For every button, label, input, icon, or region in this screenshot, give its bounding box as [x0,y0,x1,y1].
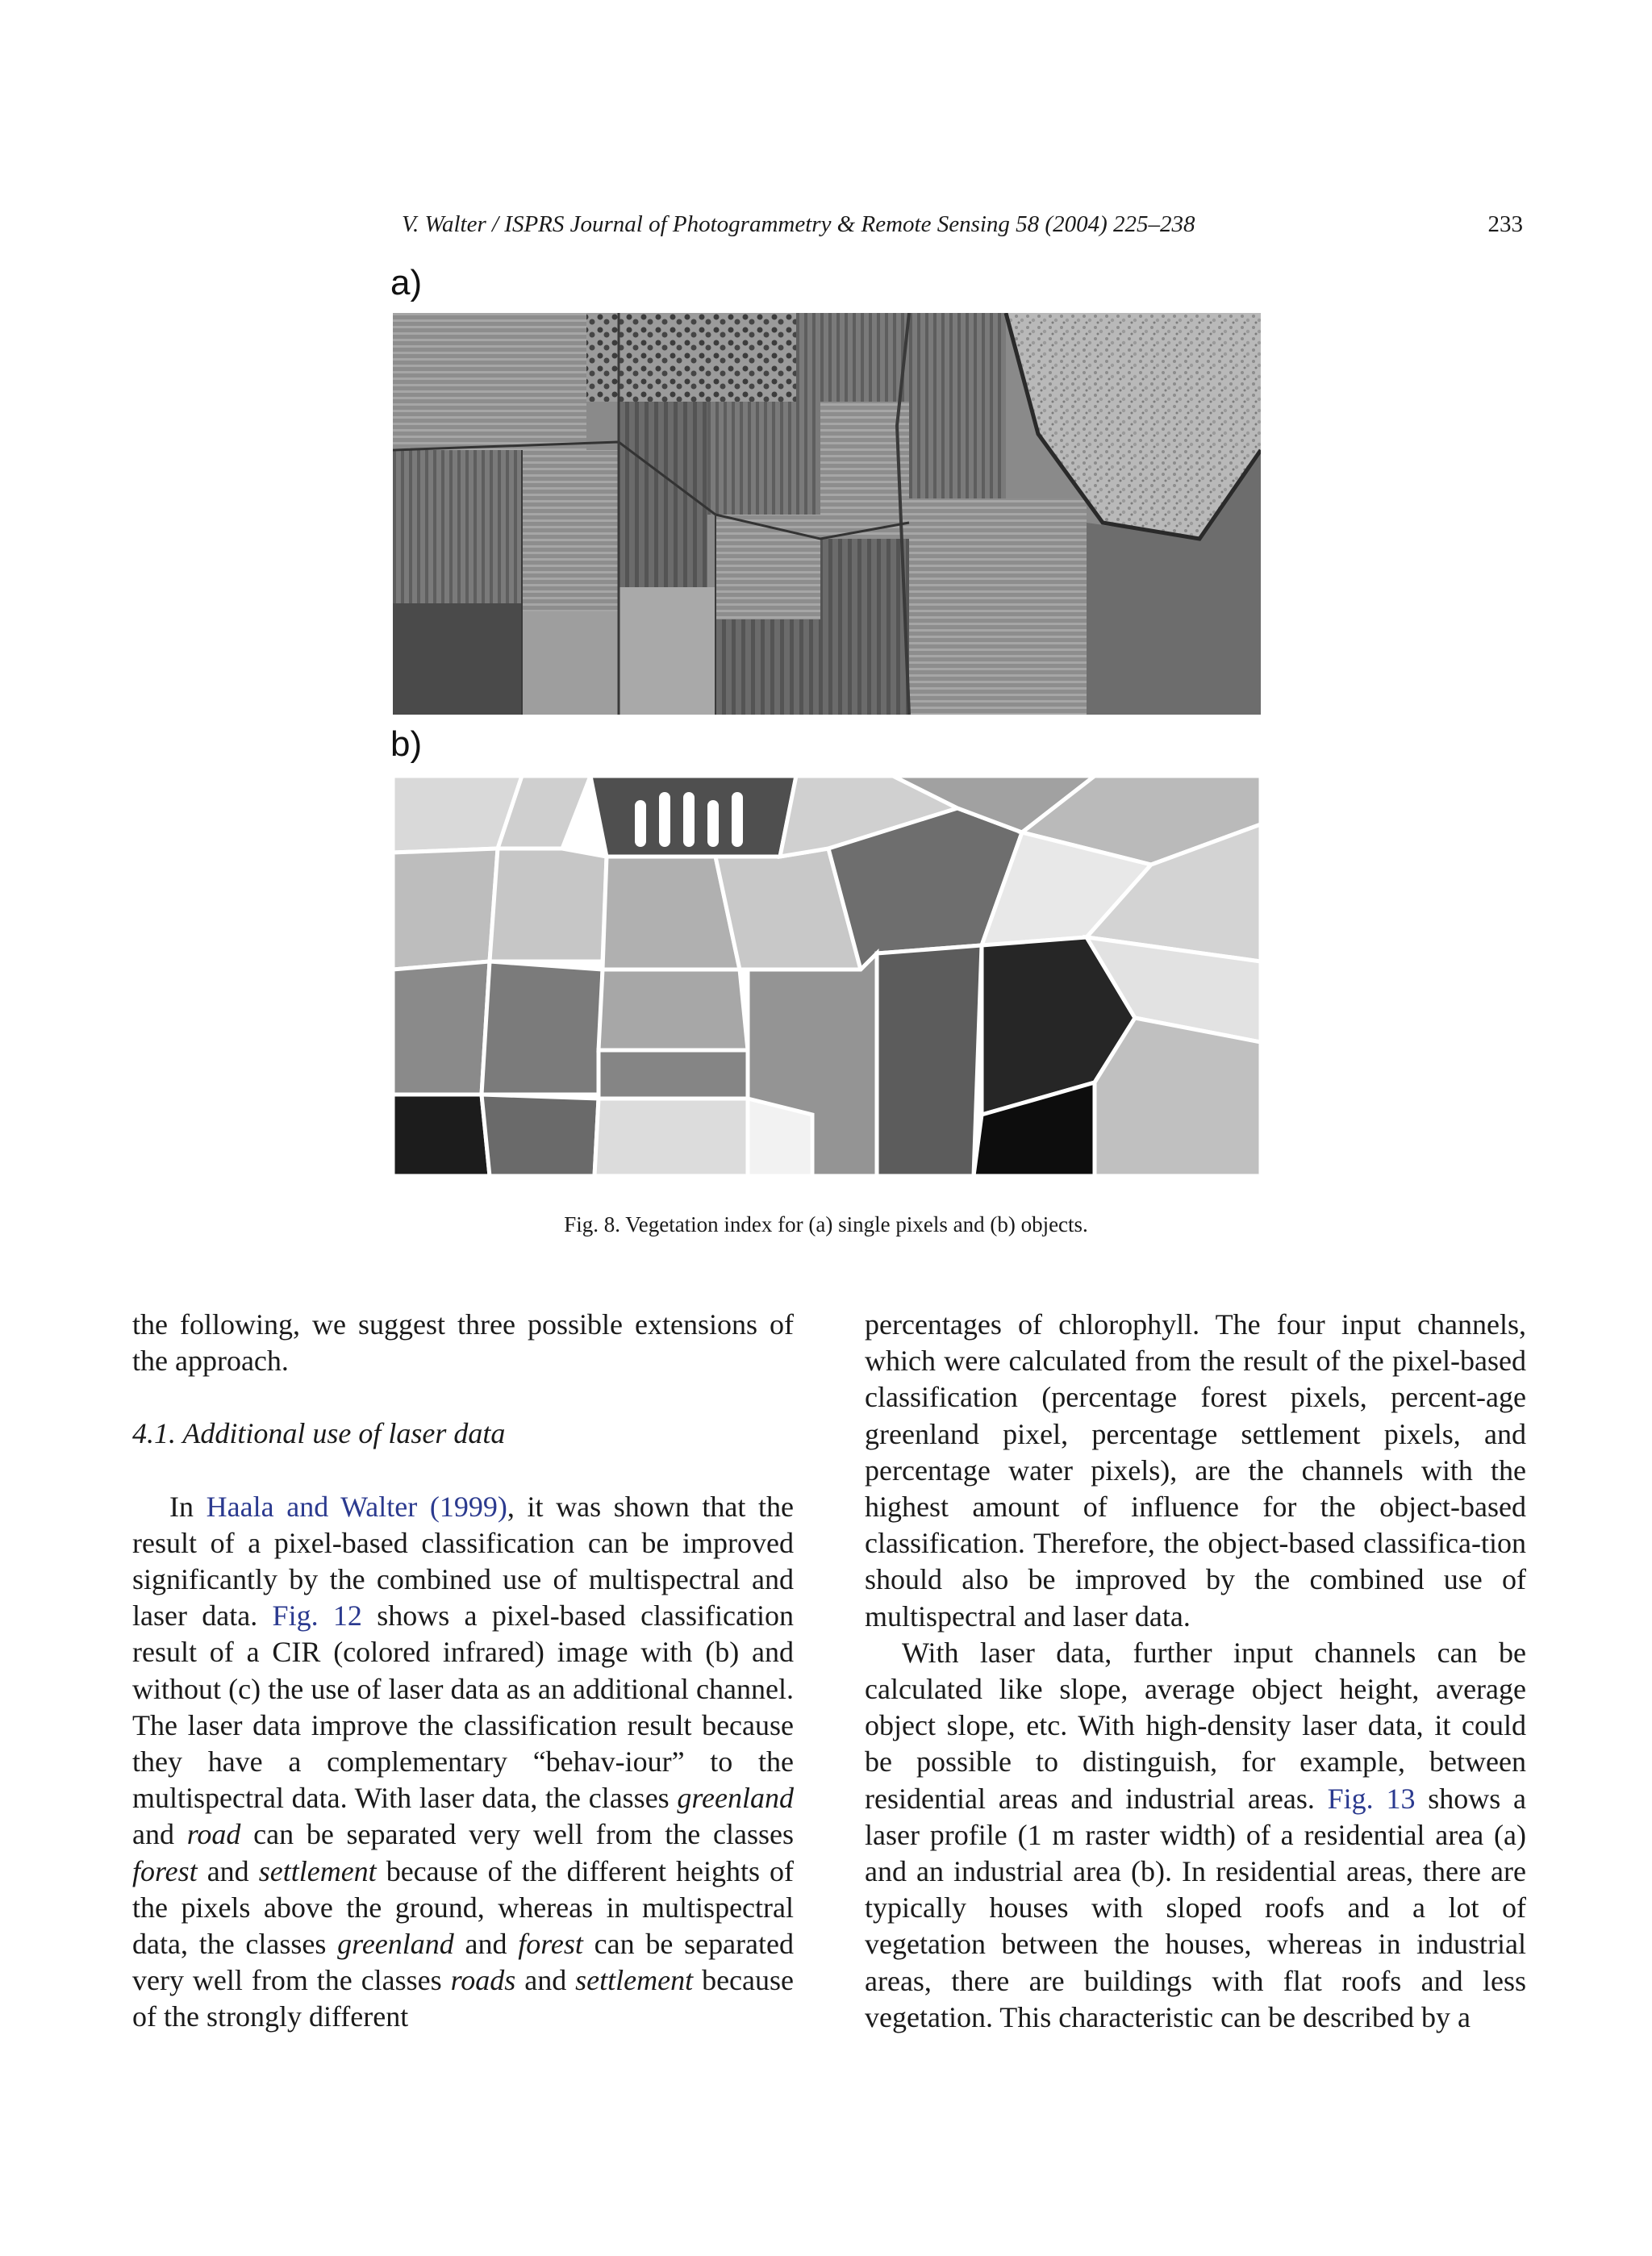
term-settlement: settlement [258,1854,377,1887]
right-paragraph-1: percentages of chlorophyll. The four input channels, which were calculated from the result of the pixel-based classification (percentage forest pixels, percent-age greenland pixel, percentage settlement pixels, and percentage water pixels), are the channels with the highest amount of influence for the object-based classification. Therefore, the object-based classifica-tion should also be improved by the combined use of multispectral and laser data. [865,1308,1526,1633]
text-run: and [197,1854,259,1887]
spacer [132,1379,794,1416]
text-run: can be separated very well from the classes [240,1818,794,1851]
section-heading: 4.1. Additional use of laser data [132,1417,506,1450]
running-title: V. Walter / ISPRS Journal of Photogrammetry & Remote Sensing 58 (2004) 225–238 [402,211,1195,237]
text-run: because of the different heights of the pixels above the ground, whereas in multispectral data, the classes [132,1854,794,1961]
text-run: and [453,1928,519,1961]
text-run: and [515,1964,576,1997]
term-settlement: settlement [575,1964,694,1997]
left-column [132,1307,794,2036]
text-run: With laser data, further input channels can be calculated like slope, average object height, average object slope, etc. With high-density laser data, it could be possible to distinguish, for example, between residential areas and industrial areas. [865,1636,1526,1815]
figure-caption: Fig. 8. Vegetation index for (a) single pixels and (b) objects. [564,1212,1088,1236]
right-column [865,1307,1526,2036]
term-forest: forest [132,1854,198,1887]
text-run: shows a pixel-based classification result of a CIR (colored infrared) image with (b) and without (c) the use of laser data as an additional channel. The laser data improve the classification result because they have a complementary “behav-iour” to the multispectral data. With laser data, the classes [132,1599,794,1815]
term-road: road [186,1818,241,1851]
text-run: and [132,1818,187,1851]
text-run: In [169,1490,206,1523]
text-run: because of the strongly different [132,1964,794,2033]
page-number: 233 [1487,211,1523,237]
term-forest: forest [518,1928,583,1961]
text-run: can be separated very well from the classes [132,1928,794,1997]
right-paragraph-2 [865,1635,1526,2036]
running-header [402,211,1523,244]
term-greenland: greenland [677,1782,794,1815]
text-run: , it was shown that the result of a pixel-based classification can be improved significantly by the combined use of multispectral and laser data. [132,1490,794,1633]
term-roads: roads [450,1964,516,1997]
figure-link-13[interactable]: Fig. 13 [1327,1782,1416,1815]
text-run: shows a laser profile (1 m raster width) of a residential area (a) and an industrial area (b). In residential areas, there are typically houses with sloped roofs and a lot of vegetation between the houses, whereas in industrial areas, there are buildings with flat roofs and less vegetation. This characteristic can be described by a [865,1782,1526,2033]
panel-a-label: a) [390,263,423,302]
left-intro-paragraph: the following, we suggest three possible extensions of the approach. [132,1308,794,1378]
aerial-image-single-pixels [393,313,1261,715]
figure-link-12[interactable]: Fig. 12 [272,1599,362,1633]
object-vegetation-map [393,776,1261,1176]
left-body-paragraph [132,1489,794,2036]
panel-b-label: b) [390,724,423,764]
spacer [132,1453,794,1489]
citation-link-haala-walter[interactable]: Haala and Walter (1999) [206,1490,507,1523]
term-greenland: greenland [337,1928,454,1961]
